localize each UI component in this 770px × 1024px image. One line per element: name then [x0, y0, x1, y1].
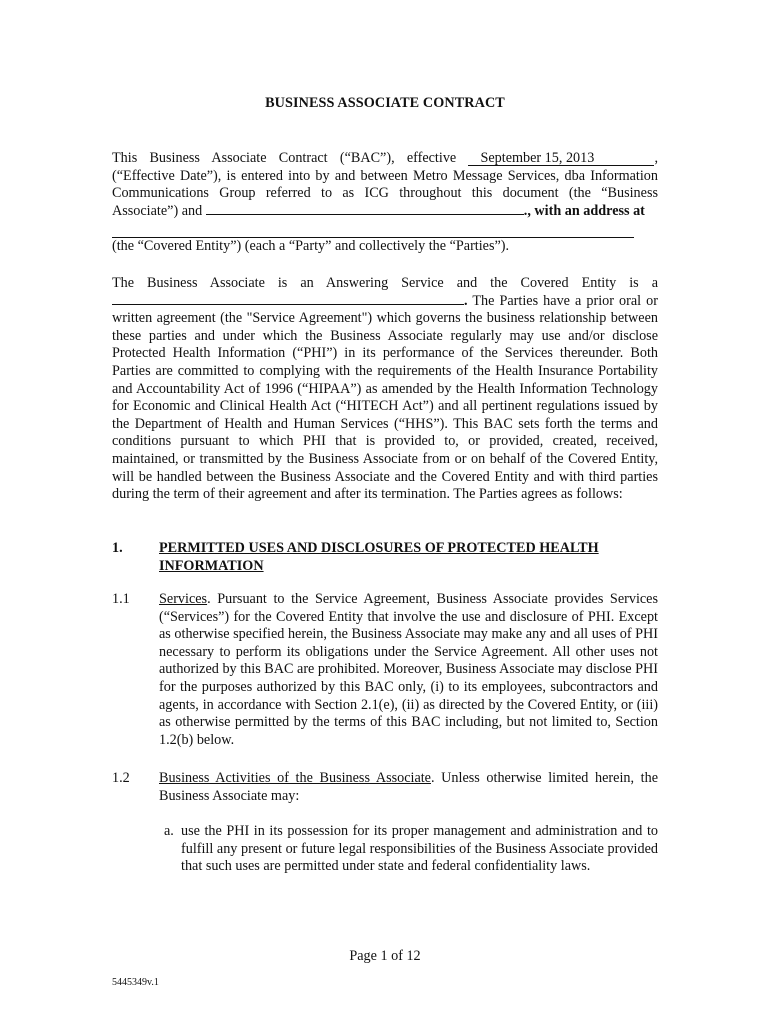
- address-blank-line: [112, 220, 634, 238]
- background-paragraph: [112, 275, 658, 504]
- section-1-2-body: [159, 770, 658, 805]
- background-text: The Parties have a prior oral or written agreement (the "Service Agreement") which governs the business relationship between these parties and under which the Business Associate regularly may use and/or disclose Protected Health Information (“PHI”) in its performance of the Services thereunder. Both Parties are committed to complying with the requirements of the Health Insurance Portability and Accountability Act of 1996 (“HIPAA”) as amended by the Health Information Technology for Economic and Clinical Health Act (“HITECH Act”) and all pertinent regulations issued by the Department of Health and Human Services (“HHS”). This BAC sets forth the terms and conditions pursuant to which PHI that is provided to, or provided, created, received, maintained, or transmitted by the Business Associate from or on behalf of the Covered Entity, will be handled between the Business Associate and the Covered Entity and with third parties during the term of their agreement and after its termination. The Parties agrees as follows:: [112, 292, 658, 503]
- list-item-a-marker: a.: [164, 823, 174, 839]
- background-period: .: [464, 292, 468, 309]
- section-1-1-title: Services: [159, 591, 208, 607]
- covered-entity-type-blank: [112, 304, 464, 305]
- section-1-2-text: . Unless otherwise limited herein, the Business Associate may:: [159, 770, 658, 804]
- document-id: 5445349v.1: [112, 977, 159, 988]
- covered-entity-name-blank: [206, 214, 524, 215]
- section-1-number: 1.: [112, 540, 123, 556]
- intro-paragraph: [112, 150, 658, 256]
- section-1-title: PERMITTED USES AND DISCLOSURES OF PROTECTED HEALTH INFORMATION: [159, 540, 599, 574]
- intro-text-4: (the “Covered Entity”) (each a “Party” and collectively the “Parties”).: [112, 237, 510, 254]
- list-item-a-text: use the PHI in its possession for its proper management and administration and to fulfill any present or future legal responsibilities of the Business Associate provided that such uses are permitted under state and federal confidentiality laws.: [181, 823, 658, 875]
- section-1-2-number: 1.2: [112, 770, 130, 786]
- section-1-2-title: Business Activities of the Business Associate: [159, 770, 431, 786]
- intro-text-3: ., with an address at: [523, 202, 645, 219]
- intro-text-2: , (“Effective Date”), is entered into by and between Metro Message Services, dba Information Communications Group referred to as ICG throughout this document (the “Business Associate”) and: [112, 150, 659, 219]
- document-title: BUSINESS ASSOCIATE CONTRACT: [265, 95, 505, 111]
- section-1-1-number: 1.1: [112, 591, 130, 607]
- section-1-1-text: . Pursuant to the Service Agreement, Business Associate provides Services (“Services”) for the Covered Entity that involve the use and disclosure of PHI. Except as otherwise specified herein, the Business Associate may make any and all uses of PHI necessary to perform its obligations under the Service Agreement. All other uses not authorized by this BAC are prohibited. Moreover, Business Associate may disclose PHI for the purposes authorized by this BAC only, (i) to its employees, subcontractors and agents, in accordance with Section 2.1(e), (ii) as directed by the Covered Entity, or (iii) as otherwise permitted by the terms of this BAC including, but not limited to, Section 1.2(b) below.: [159, 591, 658, 748]
- intro-text-1: This Business Associate Contract (“BAC”), effective: [112, 150, 457, 166]
- section-1-1-body: [159, 591, 658, 749]
- background-lead: The Business Associate is an Answering Service and the Covered Entity is a: [112, 275, 658, 291]
- page-number: Page 1 of 12: [349, 948, 421, 964]
- effective-date-field: September 15, 2013: [468, 151, 654, 166]
